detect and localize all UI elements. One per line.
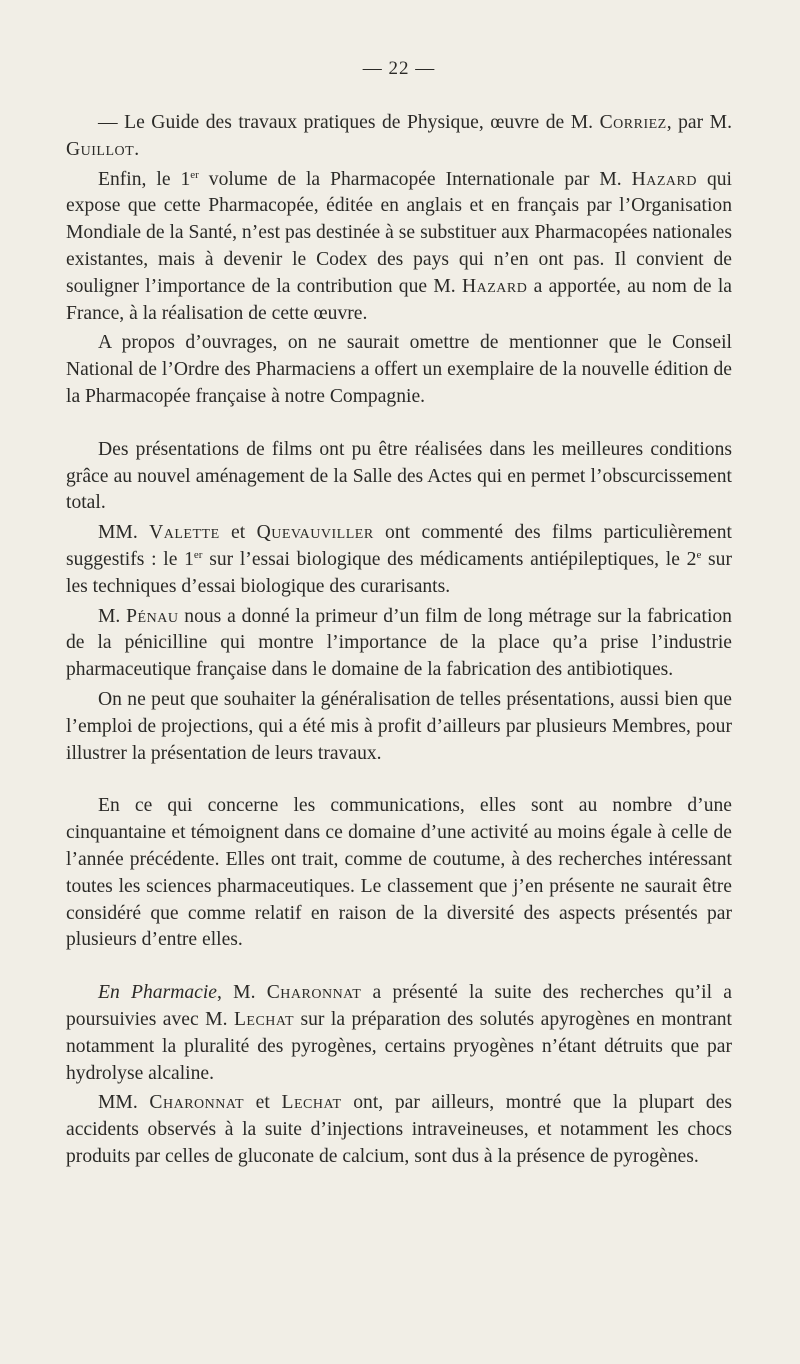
ordinal-superscript: e xyxy=(696,548,702,561)
text-span: , M. xyxy=(217,982,267,1004)
paragraph-penau-film xyxy=(66,604,732,684)
ordinal-superscript: er xyxy=(193,548,203,561)
author-name: Charonnat xyxy=(266,982,362,1004)
text-span: et xyxy=(219,522,257,544)
text-span: sur l’essai biologique des médicaments antiépileptiques, le 2 xyxy=(202,548,697,570)
paragraph-pharmacie xyxy=(66,980,732,1087)
author-name: Hazard xyxy=(631,168,697,190)
paragraph-accidents xyxy=(66,1090,732,1170)
author-name: Lechat xyxy=(233,1008,295,1030)
section-heading-italic: En Pharmacie xyxy=(98,982,217,1004)
paragraph-guide-physique xyxy=(66,110,732,164)
text-span: MM. xyxy=(98,1092,150,1114)
text-span: . xyxy=(134,138,140,160)
text-span: a présenté la suite des recherches qu’il a poursuivies avec M. xyxy=(66,982,732,1030)
text-span: nous a donné la primeur d’un film de long métrage sur la fabrication de la pénicilline qui montre l’importance de la place qu’a prise l’industrie pharmaceutique française dans le domaine de la fabrication des antibiotiques. xyxy=(66,605,732,681)
text-span: , par M. xyxy=(666,112,732,133)
paragraph-pharmacopee-internationale xyxy=(66,167,732,328)
paragraph-generalisation: On ne peut que souhaiter la généralisation de telles présentations, aussi bien que l’emploi de projections, qui a été mis à profit d’ailleurs par plusieurs Membres, pour illustrer la présentation de leurs travaux. xyxy=(66,688,732,764)
author-name: Corriez xyxy=(599,112,667,133)
ordinal-superscript: er xyxy=(190,168,199,181)
em-dash: — xyxy=(98,112,125,133)
text-span: MM. xyxy=(98,522,150,544)
text-span: a apportée, au nom de la France, à la réalisation de cette œuvre. xyxy=(66,275,732,324)
text-span: sur la préparation des solutés apyrogènes en montrant notamment la pluralité des pyrogènes, certains pryogènes n’étant détruits que par hydrolyse alcaline. xyxy=(66,1008,733,1084)
author-name: Pénau xyxy=(126,605,179,627)
section-gap xyxy=(66,767,732,793)
author-name: Quevauviller xyxy=(256,522,374,544)
paragraph-communications: En ce qui concerne les communications, elles sont au nombre d’une cinquantaine et témoignent dans ce domaine d’une activité au moins égale à celle de l’année précédente. Elles ont trait, comme de coutume, à des recherches intéressant toutes les sciences pharmaceutiques. Le classement que j’en présente ne saurait être considéré que comme relatif en raison de la diversité des aspects présentés par plusieurs d’entre elles. xyxy=(66,795,732,951)
text-span: volume de la Pharmacopée Internationale par M. xyxy=(198,168,632,190)
section-gap xyxy=(66,411,732,437)
text-span: M. xyxy=(98,605,127,627)
paragraph-films-valette xyxy=(66,520,732,600)
text-span: Le Guide des travaux pratiques de Physique, œuvre de M. xyxy=(124,112,600,133)
author-name: Valette xyxy=(149,522,220,544)
text-span: qui expose que cette Pharmacopée, éditée en anglais et en français par l’Organisation Mondiale de la Santé, n’est pas destinée à se substituer aux Pharmacopées nationales existantes, mais à devenir le Codex des pays qui n’en ont pas. Il convient de souligner l’importance de la contribution que M. xyxy=(66,168,732,297)
page-number: — 22 — xyxy=(362,58,436,79)
text-span: ont commenté des films particulièrement suggestifs : le 1 xyxy=(66,522,732,570)
paragraph-presentations-films: Des présentations de films ont pu être réalisées dans les meilleures conditions grâce au nouvel aménagement de la Salle des Actes qui en permet l’obscurcissement total. xyxy=(66,438,732,514)
author-name: Charonnat xyxy=(149,1092,244,1114)
text-span: et xyxy=(244,1092,282,1114)
text-span: ont, par ailleurs, montré que la plupart des accidents observés à la suite d’injections intraveineuses, et notamment les chocs produits par celles de gluconate de calcium, sont dus à la présence de pyrogènes. xyxy=(66,1092,732,1167)
text-span: Enfin, le 1 xyxy=(98,168,191,190)
paragraph-ouvrages: A propos d’ouvrages, on ne saurait omettre de mentionner que le Conseil National de l’Ordre des Pharmaciens a offert un exemplaire de la nouvelle édition de la Pharmacopée française à notre Compagnie. xyxy=(66,332,732,407)
section-gap xyxy=(66,954,732,980)
author-name: Guillot xyxy=(66,138,135,160)
text-span: sur les techniques d’essai biologique des curarisants. xyxy=(66,548,732,597)
author-name: Lechat xyxy=(281,1092,342,1114)
author-name: Hazard xyxy=(461,275,528,297)
